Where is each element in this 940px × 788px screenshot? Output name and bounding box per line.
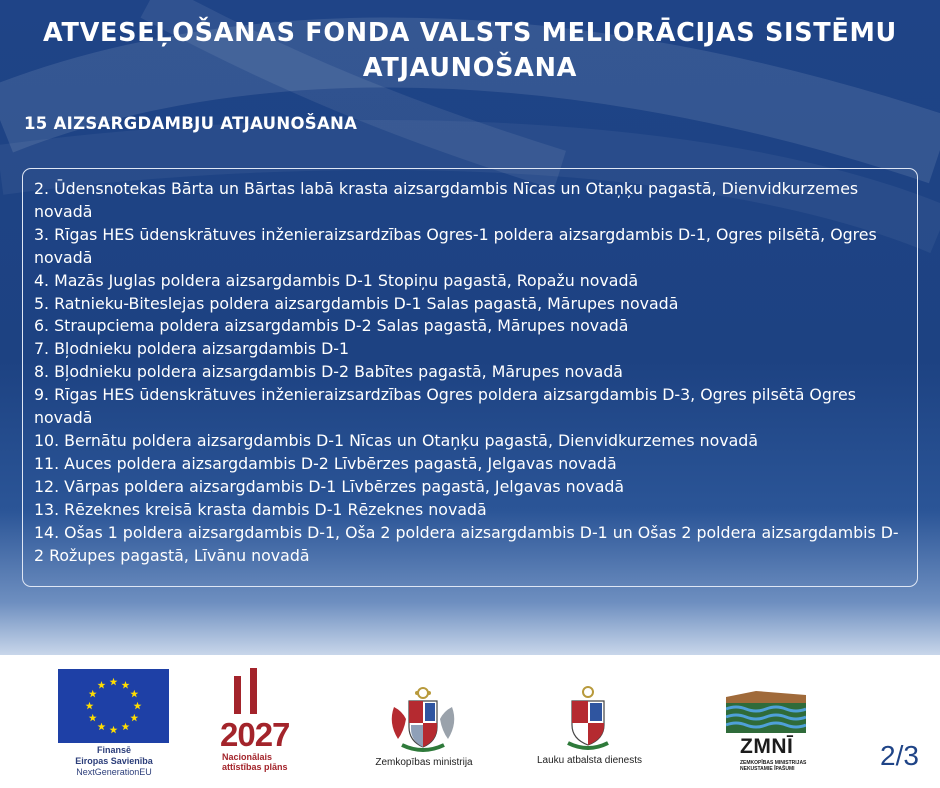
footer-logos [0,655,940,788]
eu-star-icon [98,723,106,731]
list-item: 4. Mazās Juglas poldera aizsargdambis D-1 Stopiņu pagastā, Ropažu novadā [34,270,639,290]
zmni-landscape-icon [726,691,806,733]
lad-coat-of-arms-icon [566,685,610,753]
list-item: 10. Bernātu poldera aizsargdambis D-1 Nīcas un Otaņķu pagastā, Dienvidkurzemes novadā [34,430,759,450]
title-line-1: ATVESEĻOŠANAS FONDA VALSTS MELIORĀCIJAS SISTĒMU [43,18,897,48]
eu-star-icon [110,678,118,686]
eu-star-icon [134,702,142,710]
eu-star-icon [130,714,138,722]
section-subtitle: 15 AIZSARGDAMBJU ATJAUNOŠANA [24,114,358,133]
eu-stars-icon [58,669,169,743]
nap-caption-line-2: attīstības plāns [222,762,288,772]
lad-caption: Lauku atbalsta dienests [536,755,643,766]
eu-star-icon [89,690,97,698]
eu-star-icon [130,690,138,698]
nap-year: 2027 [220,716,290,753]
list-item: 9. Rīgas HES ūdenskrātuves inženieraizsardzības Ogres poldera aizsargdambis D-3, Ogres pilsētā Ogres novadā [34,385,856,428]
page-indicator: 2/3 [880,740,919,771]
list-item: 3. Rīgas HES ūdenskrātuves inženieraizsardzības Ogres-1 poldera aizsargdambis D-1, Ogres pilsētā, Ogres novadā [34,224,877,267]
list-item: 7. Bļodnieku poldera aizsargdambis D-1 [34,339,350,359]
eu-caption-line-2: Eiropas Savienība [75,756,153,766]
dam-list-box [22,168,918,587]
eu-star-icon [89,714,97,722]
list-item: 14. Ošas 1 poldera aizsargdambis D-1, Oša 2 poldera aizsargdambis D-1 un Ošas 2 poldera aizsargdambis D-2 Rožupes pagastā, Līvānu novadā [34,522,899,565]
eu-funding-caption [54,745,174,778]
list-item: 2. Ūdensnotekas Bārta un Bārtas labā krasta aizsargdambis Nīcas un Otaņķu pagastā, Dienvidkurzemes novadā [34,179,859,221]
zmni-caption [740,760,820,772]
zmni-caption-line-1: ZEMKOPĪBAS MINISTRIJAS [740,760,807,766]
eu-star-icon [86,702,94,710]
zm-caption: Zemkopības ministrija [375,757,473,768]
title-line-2: ATJAUNOŠANA [362,53,578,83]
zmni-name: ZMNĪ [740,735,794,758]
eu-star-icon [122,681,130,689]
nap-bars-icon [228,668,288,716]
eu-caption-line-1: Finansē [96,745,131,755]
eu-star-icon [110,726,118,734]
list-item: 12. Vārpas poldera aizsargdambis D-1 Līvbērzes pagastā, Jelgavas novadā [34,476,625,496]
eu-star-icon [122,723,130,731]
eu-star-icon [98,681,106,689]
list-item: 6. Straupciema poldera aizsargdambis D-2 Salas pagastā, Mārupes novadā [34,316,629,336]
eu-caption-line-3: NextGenerationEU [76,767,152,777]
list-item: 13. Rēzeknes kreisā krasta dambis D-1 Rēzeknes novadā [34,499,487,519]
latvia-coat-of-arms-icon [384,685,462,757]
zmni-caption-line-2: NEKUSTAMIE ĪPAŠUMI [740,766,795,772]
list-item: 5. Ratnieku-Biteslejas poldera aizsargdambis D-1 Salas pagastā, Mārupes novadā [34,293,679,313]
nap-caption [222,752,288,772]
nap2027-logo [218,668,308,772]
page-title [20,16,920,86]
list-item: 8. Bļodnieku poldera aizsargdambis D-2 Babītes pagastā, Mārupes novadā [34,362,623,382]
nap-caption-line-1: Nacionālais [222,752,273,762]
eu-flag-logo [58,669,169,743]
zmni-logo [726,691,816,771]
list-item: 11. Auces poldera aizsargdambis D-2 Līvbērzes pagastā, Jelgavas novadā [34,453,617,473]
